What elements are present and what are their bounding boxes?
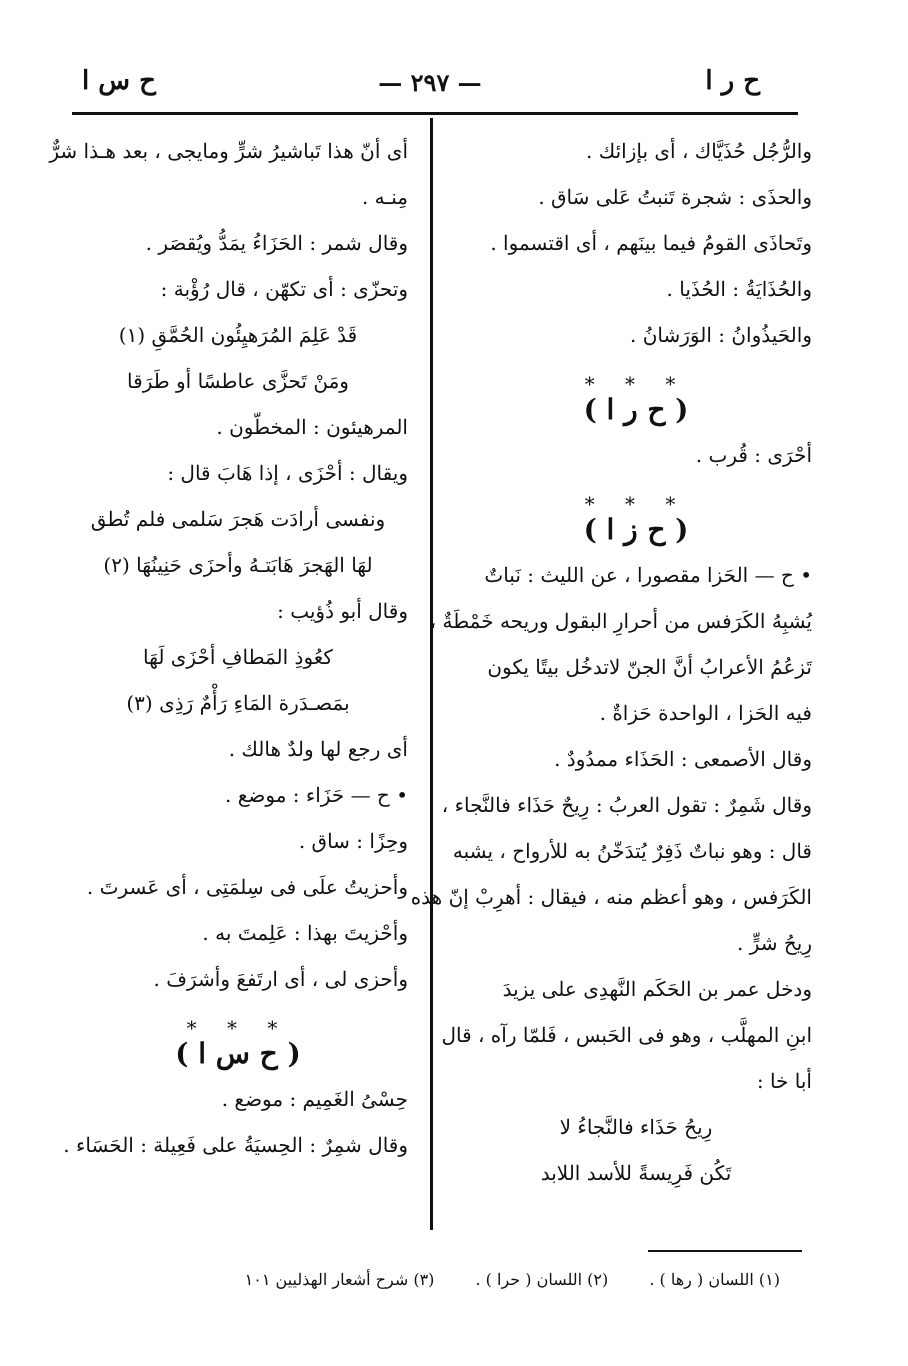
- text-line: الكَرَفس ، وهو أعظم منه ، فيقال : أهرِبْ إنّ هذه: [410, 885, 812, 909]
- text-line: رِيحُ شرٍّ .: [737, 931, 812, 955]
- text-line: وقال شمِرٌ : الحِسيَةُ على فَعِيلة : الحَسَاء .: [63, 1133, 408, 1157]
- section-heading: ( ح س ا ): [175, 1037, 301, 1070]
- text-line: وقال أبو ذُؤيب :: [277, 599, 408, 623]
- text-line: تَزعُمُ الأعرابُ أنَّ الجنّ لاتدخُل بيتًا يكون: [487, 655, 812, 679]
- page-header: [60, 62, 800, 112]
- text-line: أبا خا :: [756, 1069, 812, 1093]
- section-separator: * * *: [186, 1016, 290, 1040]
- verse-line: قَدْ عَلِمَ المُرَهيِئُون الحُمَّقِ (١): [118, 323, 358, 347]
- verse-line: بمَصـدَرة المَاءِ رَأْمٌ رَذِى (٣): [126, 691, 350, 715]
- verse-line: ومَنْ تَحزَّى عاطسًا أو طَرَقا: [127, 369, 349, 393]
- header-root-right: ح ر ا: [705, 66, 760, 96]
- text-line: أى أنّ هذا تَباشيرُ شرٍّ ومايجى ، بعد هـذا شرٌّ: [49, 139, 408, 163]
- text-line: وحِزًا : ساق .: [298, 829, 408, 853]
- text-line: والحُذَايَةُ : الحُذَيا .: [666, 277, 812, 301]
- column-divider: [430, 118, 433, 1230]
- text-line: حِسْىُ الغَمِيم : موضع .: [221, 1087, 408, 1111]
- footnotes: [140, 1270, 780, 1289]
- text-line: أحْرَى : قُرب .: [695, 443, 812, 467]
- left-column: [49, 139, 408, 1180]
- text-line: وأحزى لى ، أى ارتَفعَ وأشرَفَ .: [153, 967, 408, 991]
- text-line: فيه الحَزا ، الواحدة حَزاةٌ .: [599, 701, 812, 725]
- header-rule: [72, 112, 798, 115]
- text-line: والحذَى : شجرة تَنبتُ عَلى سَاق .: [538, 185, 812, 209]
- page-number: — ٢٩٧ —: [378, 68, 482, 97]
- verse-line: لهَا الهَجرَ هَابَتـهُ وأحزَى حَنِينُهَا (٢): [103, 553, 373, 577]
- section-separator: * * *: [584, 372, 688, 396]
- text-line: والرُّجُل حُذَيَّاك ، أى بإزائك .: [586, 139, 812, 163]
- section-separator: * * *: [584, 492, 688, 516]
- text-line: يُشبِهُ الكَرَفس من أحرارِ البقول وريحه خَمْطَةٌ ،: [429, 609, 812, 633]
- text-line: وقال شمر : الحَزَاءُ يمَدُّ ويُقصَر .: [145, 231, 408, 255]
- text-line: وقال الأصمعى : الحَذَاء ممدُودٌ .: [554, 747, 812, 771]
- text-line: وأحزيتُ علَى فى سِلمَتِى ، أى عَسرتَ .: [86, 875, 408, 899]
- footnote: (٣) شرح أشعار الهذليين ١٠١: [244, 1270, 435, 1289]
- verse-line: تَكُن فَرِيسةً للأسد اللابد: [540, 1161, 732, 1185]
- text-line: وتحزّى : أى تكهّن ، قال رُؤْبة :: [160, 277, 408, 301]
- text-line: ابنِ المهلَّب ، وهو فى الحَبس ، فَلمّا رآه ، قال: [441, 1023, 812, 1047]
- verse-line: رِيحُ حَذَاء فالنَّجاءُ لا: [559, 1115, 713, 1139]
- right-column: [410, 139, 812, 1208]
- section-heading: ( ح ر ا ): [583, 393, 689, 426]
- footnote-rule: [648, 1250, 802, 1252]
- footnote: (١) اللسان ( رها ) .: [649, 1270, 780, 1289]
- text-line: قال : وهو نباتٌ ذَفِرٌ يُتدَخّنُ به للأرواح ، يشبه: [452, 839, 812, 863]
- text-line: • ح — حَزَاء : موضع .: [225, 783, 408, 807]
- header-root-left: ح س ا: [82, 66, 156, 96]
- text-line: وتَحاذَى القومُ فيما بينَهم ، أى اقتسموا .: [490, 231, 812, 255]
- text-line: المرهيئون : المخطّون .: [216, 415, 408, 439]
- text-line: أى رجع لها ولدٌ هالك .: [228, 737, 408, 761]
- text-line: • ح — الحَزا مقصورا ، عن الليث : نَباتٌ: [484, 563, 812, 587]
- text-line: ويقال : أحْزَى ، إذا هَابَ قال :: [167, 461, 408, 485]
- text-line: مِنـه .: [361, 185, 408, 209]
- verse-line: ونفسى أرادَت هَجرَ سَلمى فلم تُطق: [90, 507, 386, 531]
- section-heading: ( ح ز ا ): [583, 513, 689, 546]
- text-line: والحَيذُوانُ : الوَرَشانُ .: [629, 323, 812, 347]
- text-line: ودخل عمر بن الحَكَم النَّهدِى على يزيدَ: [502, 977, 812, 1001]
- text-line: وأحْزيتَ بهذا : عَلِمتَ به .: [202, 921, 408, 945]
- footnote: (٢) اللسان ( حرا ) .: [475, 1270, 609, 1289]
- verse-line: كعُوذِ المَطافِ أحْزَى لَهَا: [143, 645, 333, 669]
- text-line: وقال شَمِرٌ : تقول العربُ : رِيحٌ حَذَاء فالنَّجاء ،: [441, 793, 812, 817]
